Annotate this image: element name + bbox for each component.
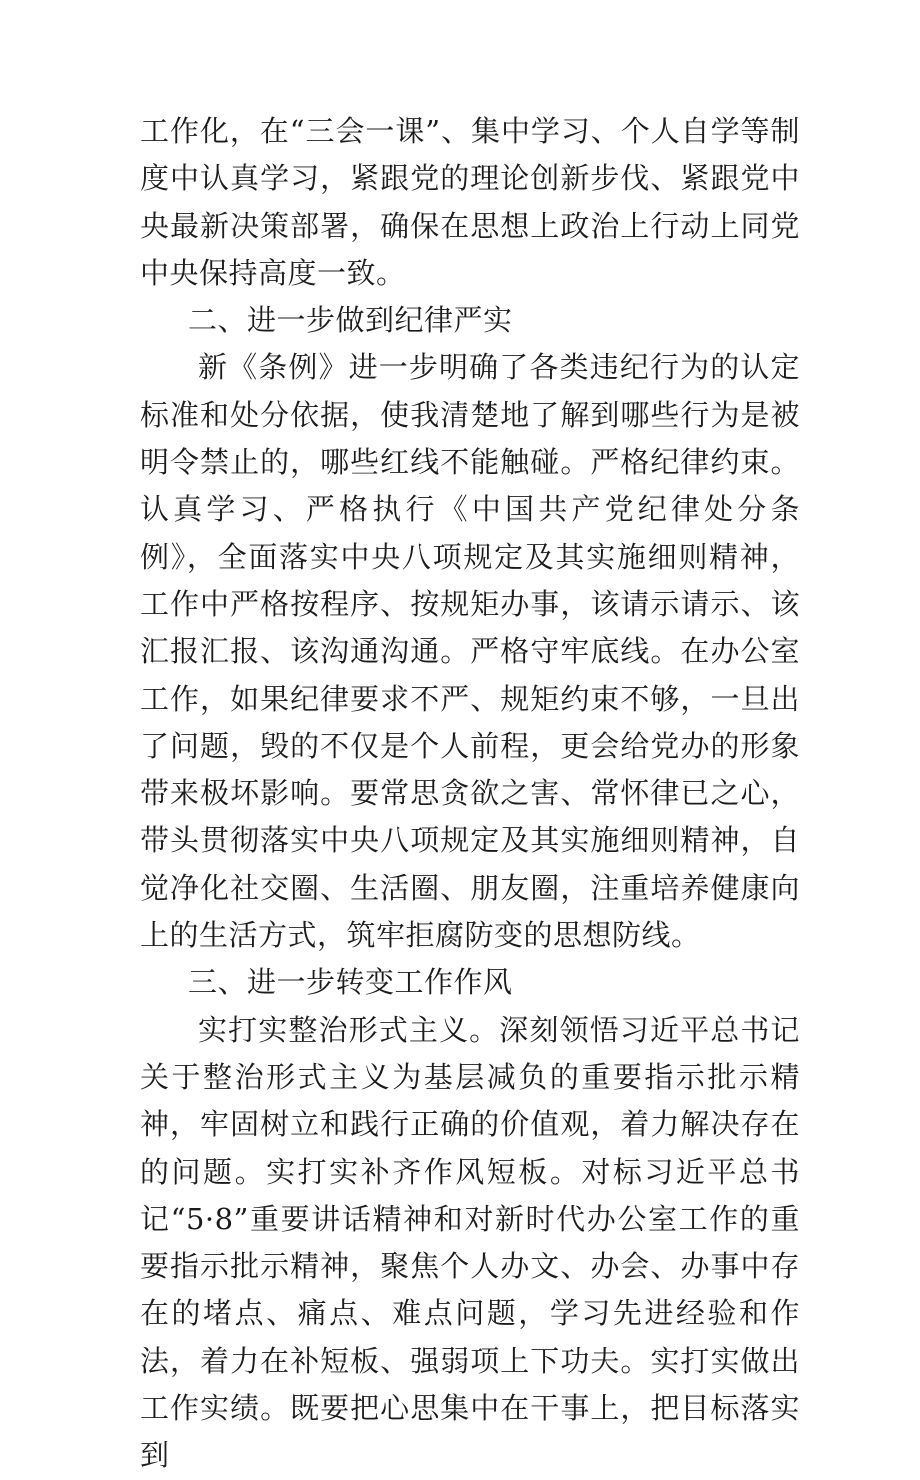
paragraph-work-style: 实打实整治形式主义。深刻领悟习近平总书记关于整治形式主义为基层减负的重要指示批示精神，牢固树立和践行正确的价值观，着力解决存在的问题。实打实补齐作风短板。对标习近平总书记“5·8”重要讲话精神和对新时代办公室工作的重要指示批示精神，聚焦个人办文、办会、办事中存在的堵点、痛点、难点问题，学习先进经验和作法，着力在补短板、强弱项上下功夫。实打实做出工作实绩。既要把心思集中在干事上，把目标落实到 <box>140 1012 800 1473</box>
paragraph-intro: 工作化，在“三会一课”、集中学习、个人自学等制度中认真学习，紧跟党的理论创新步伐、紧跟党中央最新决策部署，确保在思想上政治上行动上同党中央保持高度一致。 <box>140 114 800 290</box>
section-heading-work-style: 三、进一步转变工作作风 <box>188 965 513 1000</box>
section-heading-discipline: 二、进一步做到纪律严实 <box>188 303 513 338</box>
document-body <box>140 108 800 1480</box>
paragraph-discipline: 新《条例》进一步明确了各类违纪行为的认定标准和处分依据，使我清楚地了解到哪些行为是被明令禁止的，哪些红线不能触碰。严格纪律约束。认真学习、严格执行《中国共产党纪律处分条例》，全面落实中央八项规定及其实施细则精神，工作中严格按程序、按规矩办事，该请示请示、该汇报汇报、该沟通沟通。严格守牢底线。在办公室工作，如果纪律要求不严、规矩约束不够，一旦出了问题，毁的不仅是个人前程，更会给党办的形象带来极坏影响。要常思贪欲之害、常怀律已之心，带头贯彻落实中央八项规定及其实施细则精神，自觉净化社交圈、生活圈、朋友圈，注重培养健康向上的生活方式，筑牢拒腐防变的思想防线。 <box>140 350 800 953</box>
